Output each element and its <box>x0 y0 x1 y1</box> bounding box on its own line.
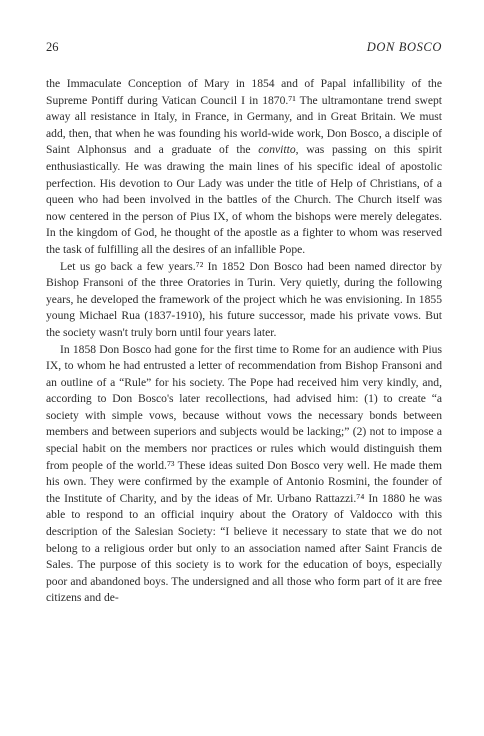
body-text <box>46 76 442 607</box>
paragraph-3: In 1858 Don Bosco had gone for the first time to Rome for an audience with Pius IX, to whom he had entrusted a letter of recommendation from Bishop Fransoni and an outline of a “Rule” for his society. The Pope had received him very kindly, and, according to Don Bosco's later recollections, had advised him: (1) to create “a society with simple vows, because without vows the necessary bonds between members and between superiors and subjects would be lacking;” (2) not to impose a special habit on the members nor practices or rules which would distinguish them from people of the world.⁷³ These ideas suited Don Bosco very well. He made them his own. They were confirmed by the example of Antonio Rosmini, the founder of the Institute of Charity, and by the ideas of Mr. Urbano Rattazzi.⁷⁴ In 1880 he was able to respond to an official inquiry about the Oratory of Valdocco with this description of the Salesian Society: “I believe it necessary to state that we do not belong to a religious order but only to an association named after Saint Francis de Sales. The purpose of this society is to work for the education of boys, especially poor and abandoned boys. The undersigned and all those who form part of it are free citizens and de- <box>46 342 442 605</box>
paragraph-1: the Immaculate Conception of Mary in 1854 and of Papal infallibility of the Supreme Pontiff during Vatican Council I in 1870.⁷¹ The ultramontane trend swept away all resistance in Italy, in France, in Germany, and in Great Britain. We must add, then, that when he was founding his world-wide work, Don Bosco, a disciple of Saint Alphonsus and a graduate of the convitto, was passing on this spirit enthusiastically. He was drawing the main lines of his specific ideal of apostolic perfection. His devotion to Our Lady was under the title of Help of Christians, of a queen who had been involved in the battles of the Church. The Church itself was now centered in the person of Pius IX, of whom the bishops were merely delegates. In the kingdom of God, he thought of the apostle as a fighter to whom was reserved the task of fulfilling all the desires of an infallible Pope. <box>46 77 442 256</box>
running-head: DON BOSCO <box>366 40 442 54</box>
paragraph-2: Let us go back a few years.⁷² In 1852 Don Bosco had been named director by Bishop Fransoni of the three Oratories in Turin. Very quietly, during the following years, he developed the framework of the project which he was envisioning. In 1855 young Michael Rua (1837-1910), his future successor, made his private vows. But the society wasn't truly born until four years later. <box>46 259 442 339</box>
italic-term: convitto <box>258 143 296 157</box>
page-number: 26 <box>46 40 59 54</box>
page-header <box>46 40 442 56</box>
